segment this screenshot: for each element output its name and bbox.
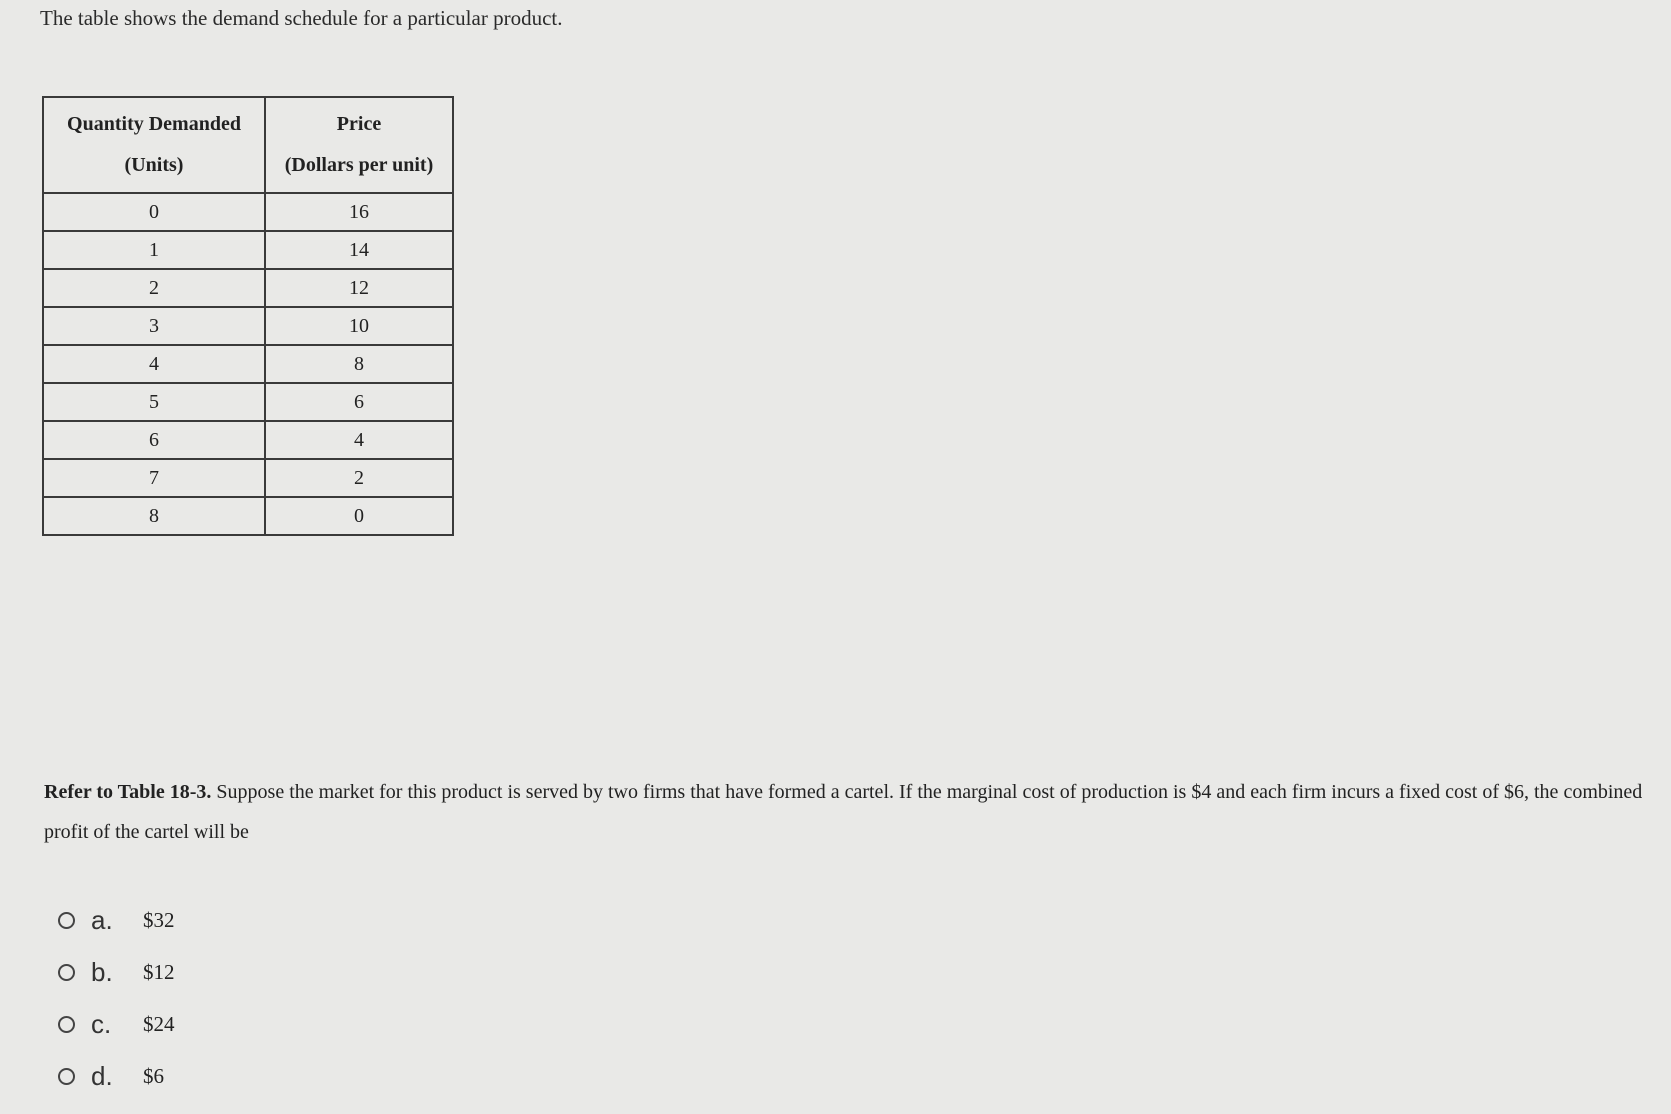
header-price-title: Price xyxy=(336,113,382,135)
quantity-cell: 5 xyxy=(43,383,265,421)
radio-button-icon[interactable] xyxy=(58,1068,75,1085)
option-value: $24 xyxy=(143,1011,175,1036)
price-cell: 6 xyxy=(265,383,453,421)
demand-schedule-table xyxy=(42,96,454,536)
question-body: Suppose the market for this product is served by two firms that have formed a cartel. If the marginal cost of production is $4 and each firm incurs a fixed cost of $6, the combined profit of the cartel will be xyxy=(44,781,1643,843)
option-letter: c. xyxy=(91,1008,112,1039)
table-row xyxy=(43,307,453,345)
price-cell: 0 xyxy=(265,497,453,535)
header-price-unit: (Dollars per unit) xyxy=(284,154,434,176)
quantity-cell: 7 xyxy=(43,459,265,497)
quantity-cell: 6 xyxy=(43,421,265,459)
price-cell: 2 xyxy=(265,459,453,497)
option-value: $6 xyxy=(143,1063,164,1088)
option-d[interactable] xyxy=(58,1056,175,1096)
intro-text: The table shows the demand schedule for a particular product. xyxy=(40,6,563,30)
option-letter: a. xyxy=(91,904,113,935)
price-cell: 8 xyxy=(265,345,453,383)
table-row xyxy=(43,231,453,269)
table-row xyxy=(43,345,453,383)
radio-button-icon[interactable] xyxy=(58,1016,75,1033)
table-header-row xyxy=(43,97,453,193)
option-letter: d. xyxy=(91,1060,113,1091)
table-row xyxy=(43,193,453,231)
option-value: $12 xyxy=(143,959,175,984)
header-quantity-unit: (Units) xyxy=(124,154,184,176)
quantity-cell: 1 xyxy=(43,231,265,269)
option-a[interactable] xyxy=(58,900,175,940)
option-letter: b. xyxy=(91,956,113,987)
header-quantity-title: Quantity Demanded xyxy=(67,113,241,135)
question-text xyxy=(44,772,1664,852)
radio-button-icon[interactable] xyxy=(58,912,75,929)
question-reference: Refer to Table 18-3. xyxy=(44,781,212,803)
quantity-cell: 0 xyxy=(43,193,265,231)
header-quantity xyxy=(43,97,265,193)
table-row xyxy=(43,383,453,421)
quantity-cell: 2 xyxy=(43,269,265,307)
table-row xyxy=(43,459,453,497)
option-value: $32 xyxy=(143,907,175,932)
quantity-cell: 4 xyxy=(43,345,265,383)
header-price xyxy=(265,97,453,193)
answer-options xyxy=(58,900,175,1108)
table-row xyxy=(43,421,453,459)
option-c[interactable] xyxy=(58,1004,175,1044)
table-row xyxy=(43,497,453,535)
price-cell: 16 xyxy=(265,193,453,231)
radio-button-icon[interactable] xyxy=(58,964,75,981)
quantity-cell: 8 xyxy=(43,497,265,535)
price-cell: 4 xyxy=(265,421,453,459)
price-cell: 12 xyxy=(265,269,453,307)
option-b[interactable] xyxy=(58,952,175,992)
price-cell: 14 xyxy=(265,231,453,269)
price-cell: 10 xyxy=(265,307,453,345)
quantity-cell: 3 xyxy=(43,307,265,345)
table-row xyxy=(43,269,453,307)
